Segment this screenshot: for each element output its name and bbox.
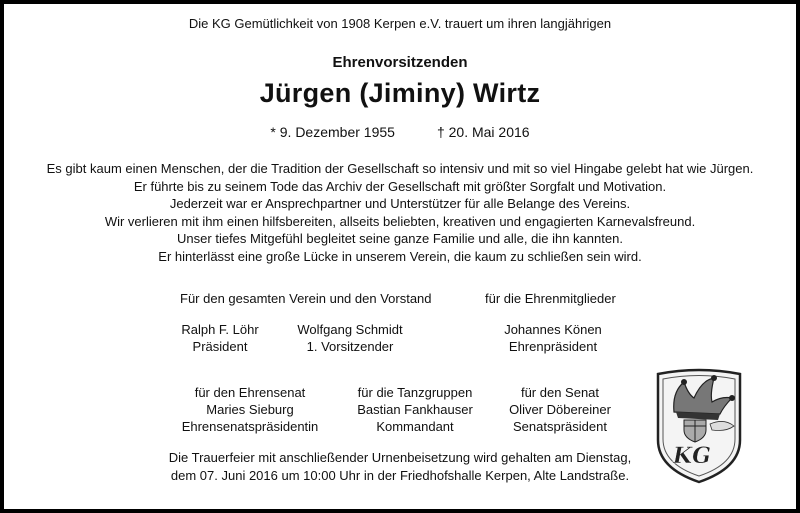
birth-date: * 9. Dezember 1955	[270, 124, 395, 140]
signatory-name: Oliver Döbereiner	[509, 402, 611, 417]
group-heading: für die Tanzgruppen	[357, 385, 473, 400]
tribute-line: Unser tiefes Mitgefühl begleitet seine ganze Familie und alle, die ihn kannten.	[177, 231, 623, 247]
tribute-line: Er hinterlässt eine große Lücke in unserem Verein, die kaum zu schließen sein wird.	[158, 248, 642, 264]
tribute-line: Es gibt kaum einen Menschen, der die Tradition der Gesellschaft so intensiv und mit so viel Hingabe gelebt hat wie Jürgen.	[46, 161, 754, 176]
group-honorary-senate	[180, 384, 320, 435]
group-board-heading: Für den gesamten Verein und den Vorstand	[180, 291, 432, 306]
group-senate	[500, 384, 620, 435]
tribute-line: Er führte bis zu seinem Tode das Archiv der Gesellschaft mit größter Sorgfalt und Motivation.	[133, 178, 667, 194]
tribute-line: Wir verlieren mit ihm einen hilfsbereiten, allseits beliebten, kreativen und engagierten Karnevalsfreund.	[104, 213, 696, 229]
signatory-role: Ehrensenatspräsidentin	[181, 419, 319, 434]
tribute-text	[0, 160, 800, 266]
funeral-line: dem 07. Juni 2016 um 10:00 Uhr in der Friedhofshalle Kerpen, Alte Landstraße.	[170, 467, 630, 483]
signatory-honorary-president	[498, 321, 608, 355]
group-honorary-members-heading: für die Ehrenmitglieder	[485, 291, 616, 306]
intro-line: Die KG Gemütlichkeit von 1908 Kerpen e.V. trauert um ihren langjährigen	[188, 16, 612, 31]
signatory-role: Ehrenpräsident	[508, 339, 598, 354]
signatory-role: Präsident	[192, 339, 248, 354]
signatory-name: Wolfgang Schmidt	[297, 322, 403, 337]
signatory-role: Senatspräsident	[513, 419, 607, 434]
crest-letters: KG	[673, 443, 711, 469]
signatory-name: Bastian Fankhauser	[357, 402, 473, 417]
club-crest-icon	[654, 368, 744, 484]
signatory-name: Maries Sieburg	[206, 402, 294, 417]
life-dates	[0, 124, 800, 140]
signatory-president	[175, 321, 265, 355]
signatory-role: Kommandant	[376, 419, 454, 434]
group-heading: für den Ehrensenat	[194, 385, 306, 400]
group-dance-groups	[350, 384, 480, 435]
group-heading: für den Senat	[520, 385, 600, 400]
signatory-chairman	[290, 321, 410, 355]
signatory-name: Ralph F. Löhr	[181, 322, 259, 337]
tribute-line: Jederzeit war er Ansprechpartner und Unterstützer für alle Belange des Vereins.	[169, 196, 631, 212]
funeral-line: Die Trauerfeier mit anschließender Urnenbeisetzung wird gehalten am Dienstag,	[168, 450, 632, 465]
signatory-role: 1. Vorsitzender	[306, 339, 394, 354]
death-date: † 20. Mai 2016	[436, 124, 530, 140]
honorary-title: Ehrenvorsitzenden	[332, 54, 468, 71]
signatory-name: Johannes Könen	[504, 322, 602, 337]
deceased-name: Jürgen (Jiminy) Wirtz	[259, 78, 541, 108]
